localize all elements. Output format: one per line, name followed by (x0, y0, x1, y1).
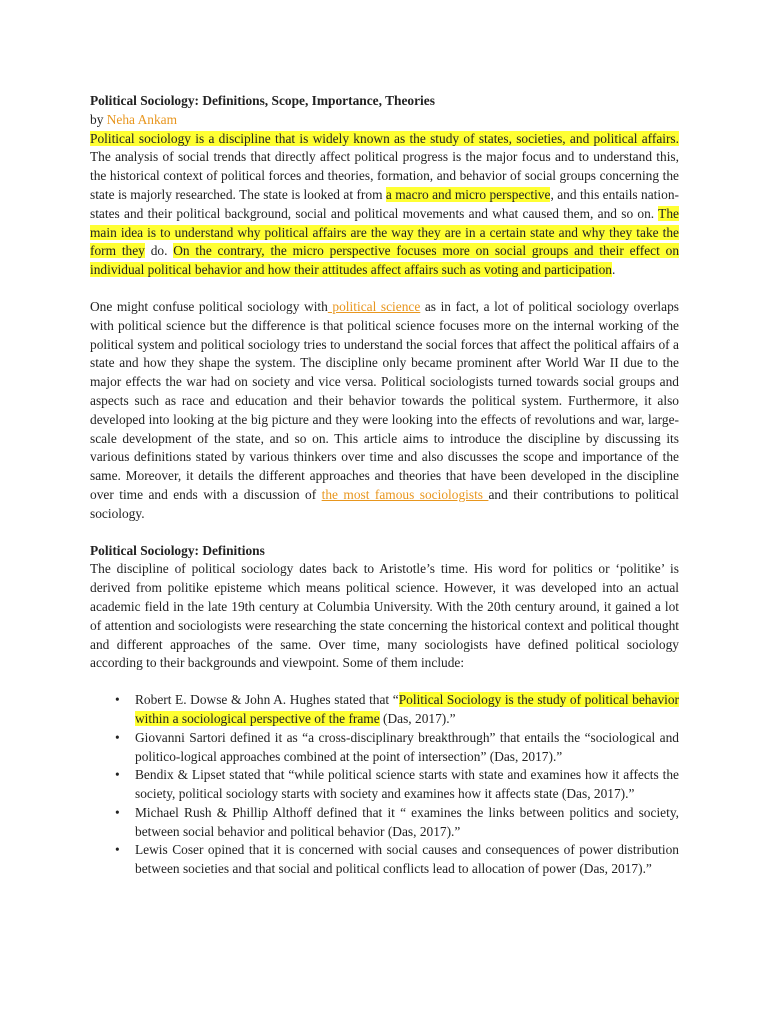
author-link[interactable]: Neha Ankam (106, 111, 178, 127)
list-item-sartori: • Giovanni Sartori defined it as “a cross-disciplinary breakthrough” that entails the “sociological and politico-logical approaches combined at the point of intersection” (Das, 2017).” (135, 729, 679, 767)
intro-text-4: . (611, 262, 616, 278)
intro-paragraph (90, 130, 679, 280)
intro-highlight-2: a macro and micro perspective (385, 186, 551, 202)
list-item-rush-althoff: • Michael Rush & Phillip Althoff defined that it “ examines the links between politics and society, between social behavior and political behavior (Das, 2017).” (135, 804, 679, 842)
overview-text-1: One might confuse political sociology with (90, 298, 328, 314)
definitions-heading: Political Sociology: Definitions (90, 542, 265, 558)
intro-highlight-1: Political sociology is a discipline that is widely known as the study of states, societies, and political affairs. (90, 130, 679, 146)
overview-text-2: as in fact, a lot of political sociology overlaps with political science but the difference is that political science focuses more on the internal working of the political system and political sociology tries to understand the social forces that affect the political affairs of a state and how they shape the system. The discipline only became prominent after World War II due to the major effects the war had on society and vice versa. Political sociologists turned towards social groups and aspects such as race and education and their behavior towards the political system. Furthermore, it also developed into looking at the big picture and they were looking into the effects of revolutions and war, large-scale development of the state, and so on. This article aims to introduce the discipline by discussing its various definitions stated by various thinkers over time and also discusses the scope and importance of the same. Moreover, it details the different approaches and theories that have been developed in the discipline over time and ends with a discussion of (90, 298, 679, 502)
definitions-list (90, 691, 679, 879)
intro-text-2: , and this entails nation-states and their political background, social and political movements and what caused them, and so on. (90, 186, 679, 221)
document-page (90, 92, 679, 879)
overview-text-3: and their contributions to political sociology. (90, 486, 679, 521)
famous-sociologists-link[interactable]: the most famous sociologists (321, 486, 489, 502)
intro-text-3: do. (144, 243, 174, 259)
overview-paragraph (90, 298, 679, 524)
list-highlight: Political Sociology is the study of political behavior within a sociological perspective of the frame (135, 692, 680, 726)
intro-highlight-4: On the contrary, the micro perspective focuses more on social groups and their effect on individual political behavior and how their attitudes affect affairs such as voting and participation (90, 243, 680, 278)
political-science-link[interactable]: political science (327, 298, 421, 314)
byline-prefix: by (90, 111, 107, 127)
definitions-paragraph: The discipline of political sociology dates back to Aristotle’s time. His word for politics or ‘politike’ is derived from politike episteme which means political science. However, it was developed into an actual academic field in the late 19th century at Columbia University. With the 20th century around, it gained a lot of attention and sociologists were researching the state concerning the historical context and political thought and different approaches of the same. Over time, many sociologists have defined political sociology according to their backgrounds and viewpoint. Some of them include: (90, 561, 679, 671)
list-item-bendix-lipset: • Bendix & Lipset stated that “while political science starts with state and examines how it affects the society, political sociology starts with society and examines how it affects state (Das, 2017).” (135, 766, 679, 804)
list-item-dowse-hughes: • Robert E. Dowse & John A. Hughes stated that “Political Sociology is the study of political behavior within a sociological perspective of the frame (Das, 2017).” (135, 691, 679, 729)
intro-highlight-3: The main idea is to understand why political affairs are the way they are in a certain state and why they take the form they (90, 205, 679, 259)
intro-text-1: The analysis of social trends that directly affect political progress is the major focus and to understand this, the historical context of political forces and theories, formation, and behavior of social groups concerning the state is majorly researched. The state is looked at from (90, 149, 679, 202)
list-item-coser: • Lewis Coser opined that it is concerned with social causes and consequences of power distribution between societies and that social and political conflicts lead to allocation of power (Das, 2017).” (135, 841, 679, 879)
byline (90, 111, 679, 130)
article-title: Political Sociology: Definitions, Scope, Importance, Theories (90, 93, 435, 108)
